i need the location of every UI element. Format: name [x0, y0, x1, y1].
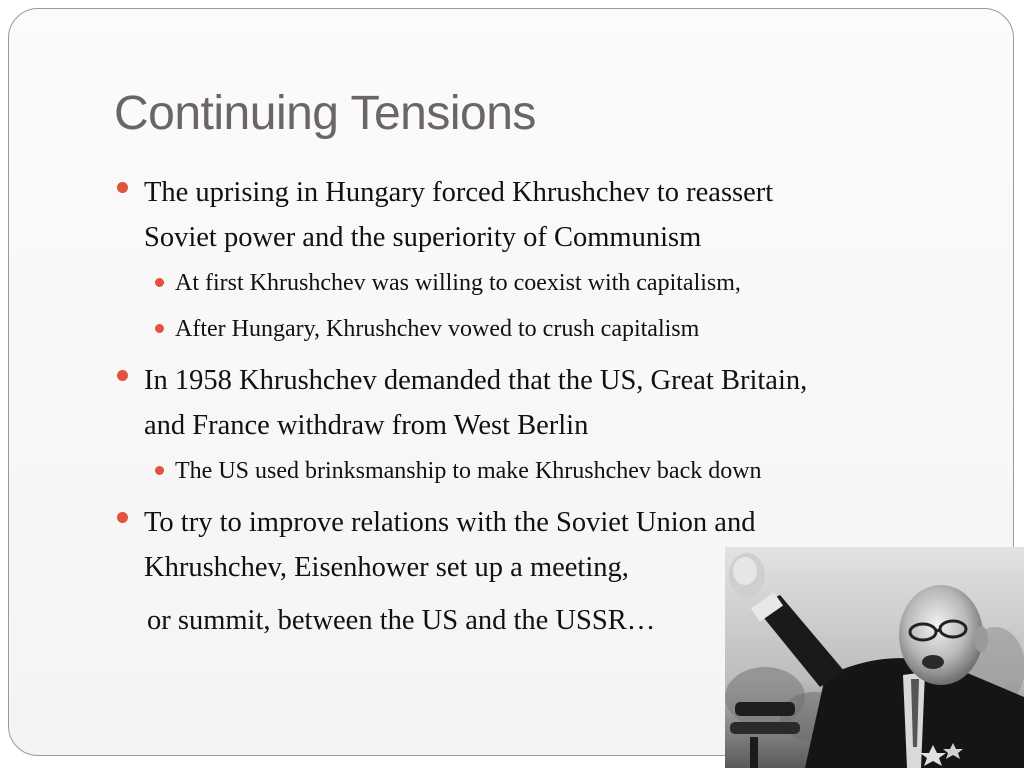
- bullet-dot-icon: [117, 182, 128, 193]
- sub-bullet-dot-icon: [155, 466, 164, 475]
- sub-bullet-dot-icon: [155, 278, 164, 287]
- sub-bullet-1-2-text: After Hungary, Khrushchev vowed to crush capitalism: [175, 316, 700, 342]
- bullet-1-line-1: The uprising in Hungary forced Khrushchev to reassert: [144, 177, 774, 208]
- bullet-1-line-2: Soviet power and the superiority of Communism: [144, 222, 702, 253]
- bullet-1: [117, 170, 937, 260]
- sub-bullet-2-1-text: The US used brinksmanship to make Khrushchev back down: [175, 458, 762, 484]
- continuation-text: or summit, between the US and the USSR…: [147, 605, 656, 636]
- slide-title: Continuing Tensions: [114, 87, 536, 140]
- sub-bullet-1-1-text: At first Khrushchev was willing to coexist with capitalism,: [175, 270, 741, 296]
- sub-bullet-1-2: [117, 306, 937, 352]
- bullet-dot-icon: [117, 370, 128, 381]
- photo-khrushchev-speaking-icon: [725, 547, 1024, 768]
- bullet-2: [117, 358, 937, 448]
- bullet-3-line-1: To try to improve relations with the Soviet Union and: [144, 507, 756, 538]
- sub-bullet-1-1: [117, 260, 937, 306]
- bullet-2-line-1: In 1958 Khrushchev demanded that the US, Great Britain,: [144, 365, 808, 396]
- sub-bullet-2-1: [117, 448, 937, 494]
- sub-bullet-dot-icon: [155, 324, 164, 333]
- bullet-3-line-2: Khrushchev, Eisenhower set up a meeting,: [144, 552, 629, 583]
- bullet-2-line-2: and France withdraw from West Berlin: [144, 410, 589, 441]
- bullet-dot-icon: [117, 512, 128, 523]
